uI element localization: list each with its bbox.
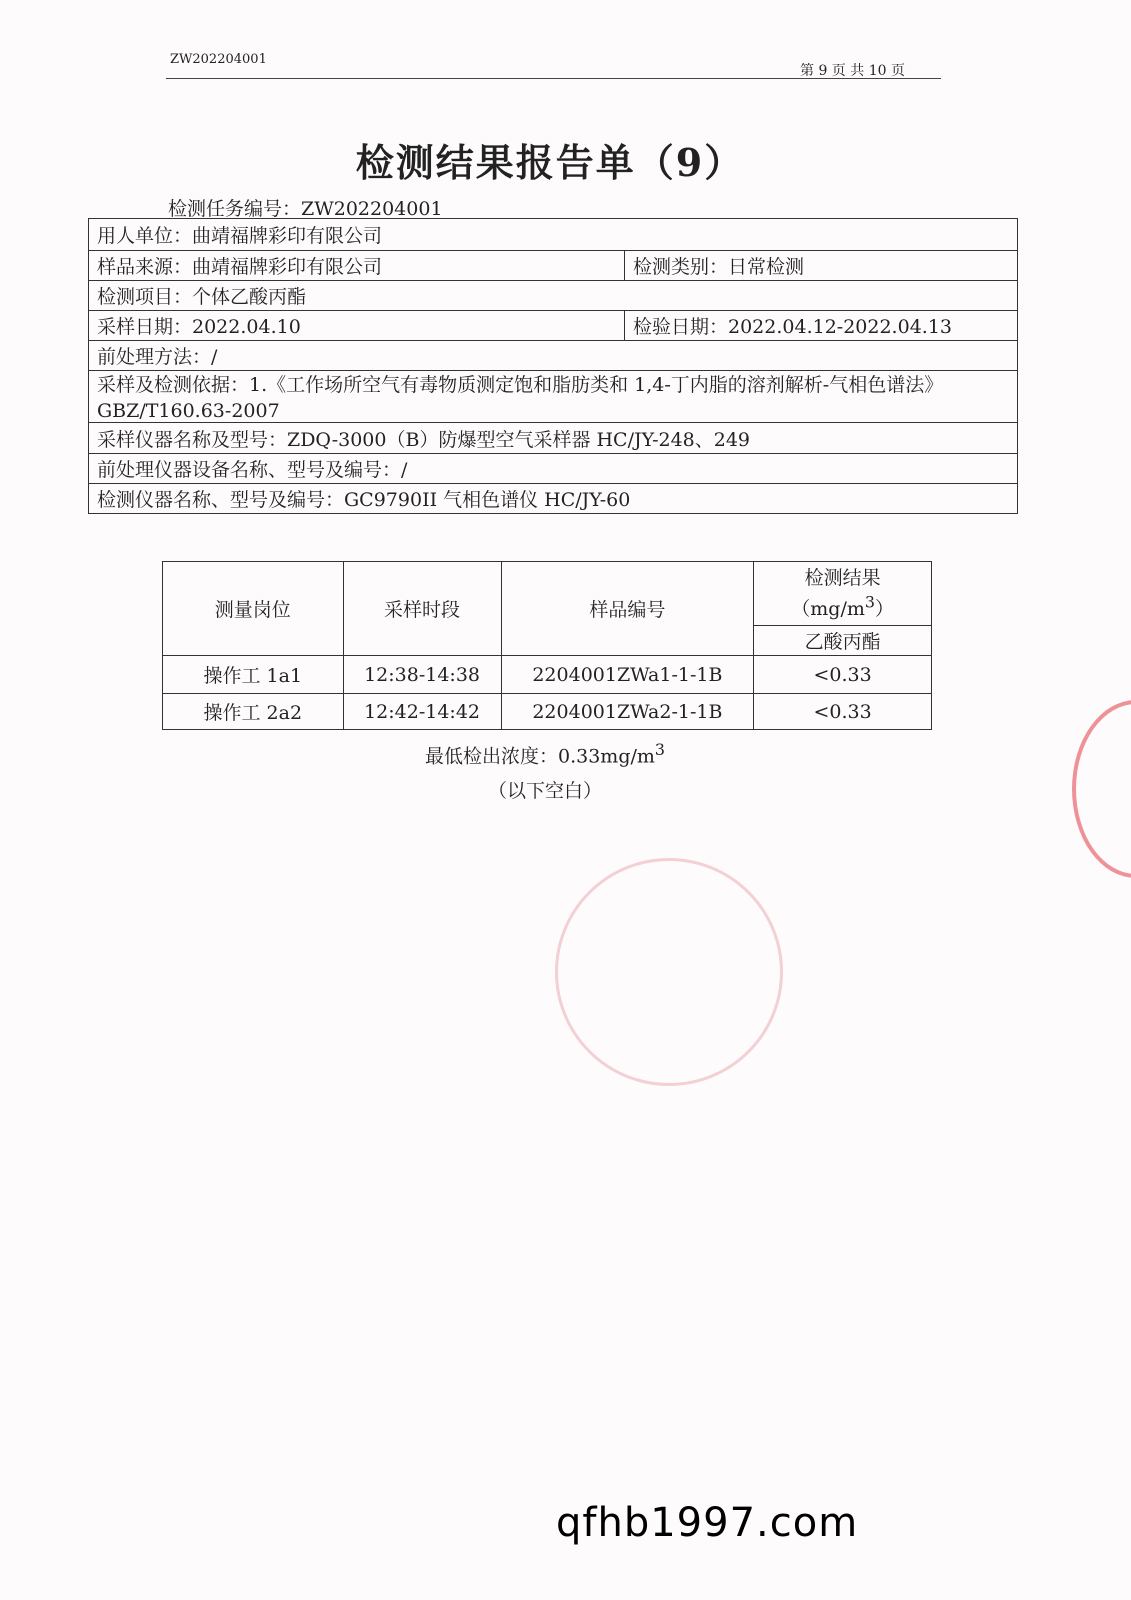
cell-result: <0.33 [754,694,932,730]
min-detection-note: 最低检出浓度：$0.33mg/m^3$ [425,740,665,768]
info-row-dates [88,310,1018,340]
cell-sample-no: 2204001ZWa1-1-1B [501,656,754,694]
table-row [163,694,932,730]
info-row-sampler [88,422,1018,453]
sampling-date-field: 采样日期：2022.04.10 [97,316,301,338]
cell-period: 12:42-14:42 [343,694,501,730]
cell-period: 12:38-14:38 [343,656,501,694]
header-position: 测量岗位 [163,562,344,656]
info-box [88,218,1018,514]
task-number: 检测任务编号：ZW202204001 [168,198,443,220]
sample-source-field: 样品来源：曲靖福牌彩印有限公司 [97,256,383,278]
info-row-pretreatment-instrument [88,453,1018,483]
info-row-client [88,218,1018,250]
detection-instrument-field: 检测仪器名称、型号及编号：GC9790II 气相色谱仪 HC/JY-60 [97,489,631,511]
cell-result: <0.33 [754,656,932,694]
cell-position: 操作工 1a1 [163,656,344,694]
blank-note: （以下空白） [487,780,602,802]
header-report-code: ZW202204001 [170,52,267,67]
faint-seal-stamp [555,858,783,1086]
client-field: 用人单位：曲靖福牌彩印有限公司 [97,225,383,247]
info-row-pretreatment [88,340,1018,370]
info-row-item [88,280,1018,310]
test-category-field: 检测类别：日常检测 [624,251,804,280]
basis-field: 采样及检测依据：1.《工作场所空气有毒物质测定饱和脂肪类和 1,4-丁内脂的溶剂解析-气相色谱法》GBZ/T160.63-2007 [97,374,944,422]
pretreatment-field: 前处理方法：/ [97,346,218,368]
pretreatment-instrument-field: 前处理仪器设备名称、型号及编号：/ [97,459,408,481]
cell-position: 操作工 2a2 [163,694,344,730]
site-watermark: qfhb1997.com [556,1500,859,1546]
header-result [754,562,932,626]
info-row-source [88,250,1018,280]
sampler-field: 采样仪器名称及型号：ZDQ-3000（B）防爆型空气采样器 HC/JY-248、249 [97,428,751,451]
info-row-detection-instrument [88,483,1018,514]
report-title: 检测结果报告单（9） [355,140,745,185]
info-row-basis [88,370,1018,422]
inspection-date-field: 检验日期：2022.04.12-2022.04.13 [624,311,952,340]
header-period: 采样时段 [343,562,501,656]
header-result-unit: $(mg/m^3)$ [791,592,894,620]
header-divider [166,78,941,79]
header-page-number: 第 9 页 共 10 页 [800,63,905,79]
cell-sample-no: 2204001ZWa2-1-1B [501,694,754,730]
table-row [163,656,932,694]
edge-seal-stamp [1072,700,1131,878]
header-result-label: 检测结果 [804,566,881,589]
header-sample-no: 样品编号 [501,562,754,656]
results-table [162,561,932,730]
header-substance: 乙酸丙酯 [754,626,932,656]
test-item-field: 检测项目：个体乙酸丙酯 [97,286,307,308]
